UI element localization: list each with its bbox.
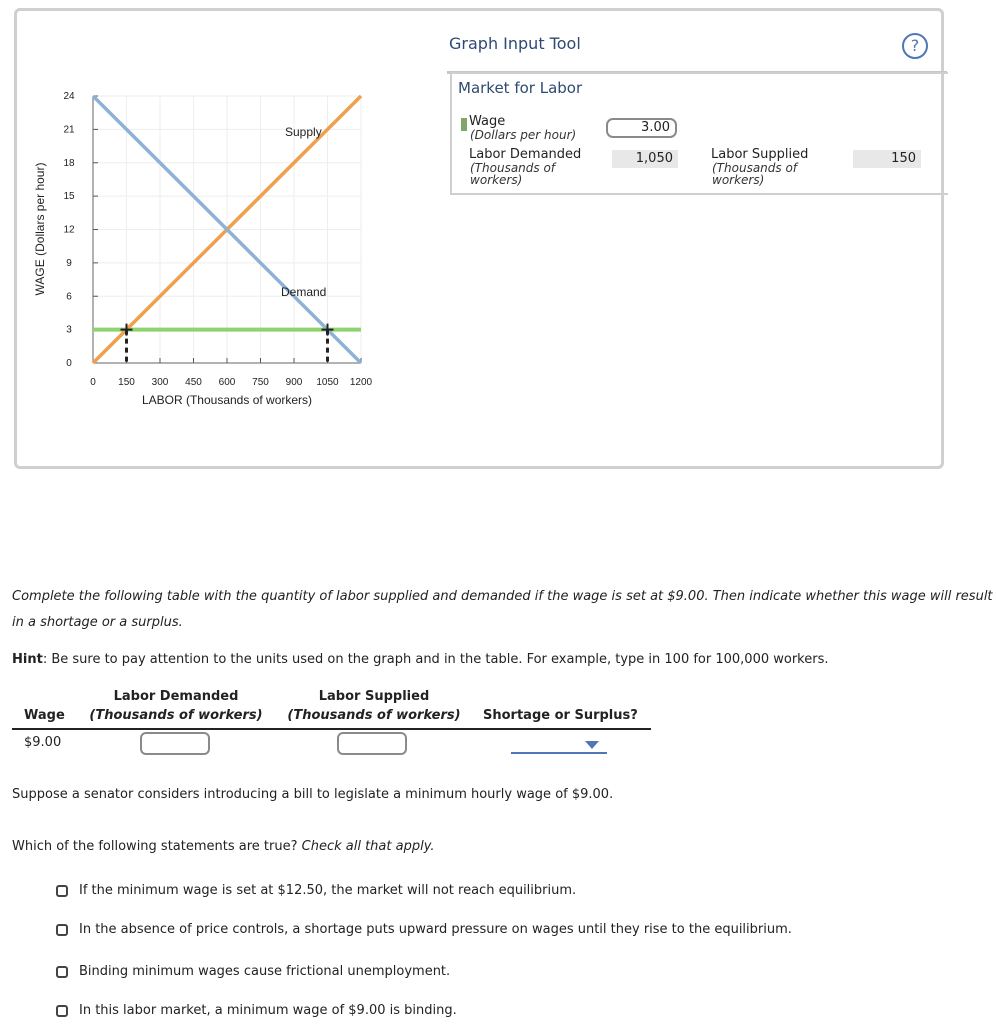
graph-input-tool-panel — [14, 8, 944, 469]
col-header-labor-supplied-unit: (Thousands of workers) — [287, 708, 461, 723]
wage-unit: (Dollars per hour) — [470, 128, 577, 142]
checkbox-icon[interactable] — [56, 966, 68, 978]
table-header-rule — [12, 728, 651, 730]
hint-label: Hint — [12, 652, 43, 667]
y-tick-label: 0 — [66, 358, 72, 369]
x-tick-label: 450 — [185, 377, 202, 388]
labor-demanded-unit-1: (Thousands of — [470, 161, 556, 175]
y-tick-label: 6 — [66, 291, 72, 303]
y-tick-label: 12 — [63, 224, 75, 236]
y-tick-label: 24 — [63, 91, 75, 102]
labor-supplied-unit-2: workers) — [712, 173, 765, 187]
labor-market-chart — [17, 11, 447, 466]
option-1-label: If the minimum wage is set at $12.50, the market will not reach equilibrium. — [79, 883, 577, 898]
y-tick-label: 21 — [63, 124, 75, 136]
col-header-shortage-or-surplus: Shortage or Surplus? — [483, 708, 638, 723]
col-header-labor-demanded-unit: (Thousands of workers) — [89, 708, 263, 723]
y-axis-label: WAGE (Dollars per hour) — [33, 162, 47, 296]
option-1[interactable] — [56, 883, 576, 898]
labor-supplied-input[interactable] — [337, 732, 407, 755]
dropdown-arrow-icon[interactable] — [585, 741, 599, 749]
labor-supplied-label: Labor Supplied — [711, 147, 809, 162]
y-tick-label: 18 — [63, 157, 75, 169]
labor-demanded-value: 1,050 — [612, 150, 678, 168]
help-icon[interactable]: ? — [902, 33, 928, 59]
y-tick-label: 9 — [66, 257, 72, 269]
hint-body: : Be sure to pay attention to the units used on the graph and in the table. For example, type in 100 for 100,000 workers. — [42, 652, 829, 667]
wage-input[interactable]: 3.00 — [606, 118, 677, 138]
question-line-1: Complete the following table with the quantity of labor supplied and demanded if the wage is set at $9.00. Then indicate whether this wage will result — [12, 589, 993, 604]
x-axis-label: LABOR (Thousands of workers) — [141, 393, 313, 407]
y-tick-label: 3 — [66, 324, 72, 336]
labor-demanded-unit-2: workers) — [470, 173, 523, 187]
supply-curve-label: Supply — [285, 125, 322, 139]
wage-label: Wage — [469, 114, 506, 129]
option-4[interactable] — [56, 1003, 457, 1018]
x-tick-label: 1050 — [316, 377, 339, 388]
demand-curve-label: Demand — [281, 285, 327, 299]
labor-demanded-input[interactable] — [140, 732, 210, 755]
wage-color-swatch — [461, 118, 467, 131]
checkbox-icon[interactable] — [56, 924, 68, 936]
option-2-label: In the absence of price controls, a shortage puts upward pressure on wages until they rise to the equilibrium. — [79, 922, 792, 937]
x-tick-label: 0 — [90, 377, 96, 388]
col-header-labor-supplied: Labor Supplied — [318, 689, 430, 704]
x-tick-label: 300 — [151, 377, 169, 388]
x-tick-label: 900 — [285, 377, 303, 388]
checkbox-icon[interactable] — [56, 1005, 68, 1017]
checkbox-icon[interactable] — [56, 885, 68, 897]
x-tick-label: 150 — [118, 377, 135, 388]
option-4-label: In this labor market, a minimum wage of $9.00 is binding. — [79, 1003, 457, 1018]
x-tick-label: 1200 — [349, 377, 373, 388]
question-line-2: in a shortage or a surplus. — [12, 615, 183, 630]
col-header-wage: Wage — [24, 708, 65, 723]
market-title: Market for Labor — [458, 79, 583, 97]
labor-supplied-value: 150 — [853, 150, 921, 168]
x-tick-label: 750 — [252, 377, 269, 388]
labor-supplied-unit-1: (Thousands of — [712, 161, 798, 175]
graph-input-tool-title: Graph Input Tool — [449, 34, 581, 53]
option-3[interactable] — [56, 964, 450, 979]
check-all-instruction: Check all that apply. — [301, 839, 435, 854]
option-2[interactable] — [56, 922, 792, 937]
option-3-label: Binding minimum wages cause frictional unemployment. — [79, 964, 451, 979]
x-tick-label: 600 — [218, 377, 236, 388]
col-header-labor-demanded: Labor Demanded — [113, 689, 239, 704]
row-wage-value: $9.00 — [24, 735, 62, 750]
which-statements-lead: Which of the following statements are true? — [12, 839, 302, 854]
which-statements-text — [12, 839, 435, 854]
hint-text — [12, 652, 829, 667]
senator-text: Suppose a senator considers introducing a bill to legislate a minimum hourly wage of $9.00. — [12, 787, 614, 802]
y-tick-label: 15 — [63, 191, 75, 203]
labor-demanded-label: Labor Demanded — [469, 147, 582, 162]
